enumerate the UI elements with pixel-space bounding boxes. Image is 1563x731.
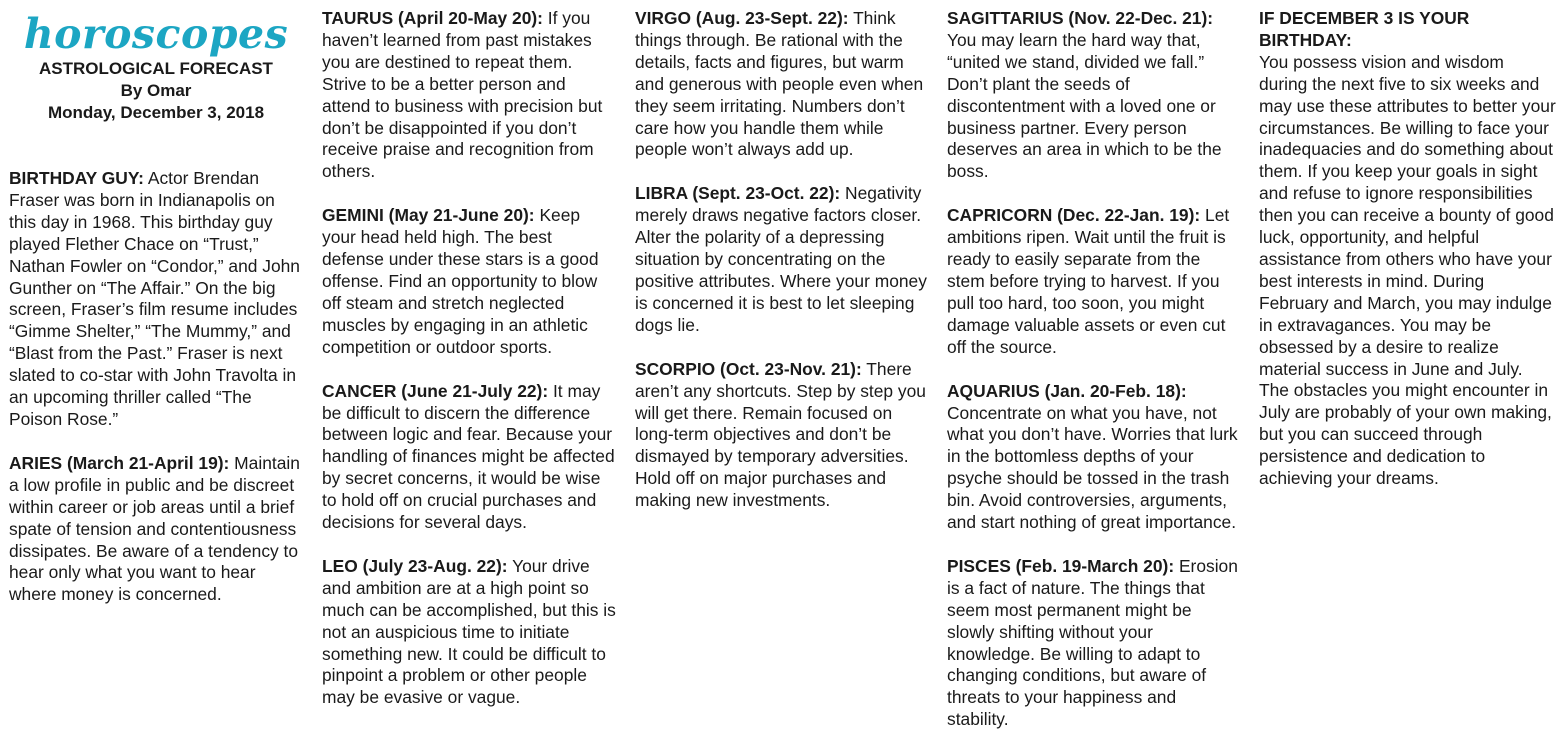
birthday-guy-heading: BIRTHDAY GUY: (9, 168, 144, 188)
birthday-guy-text: Actor Brendan Fraser was born in Indianapolis on this day in 1968. This birthday guy played Flether Chace on “Trust,” Nathan Fowler on “Condor,” and John Gunther on “The Affair.” On the big screen, Fraser’s film resume includes “Gimme Shelter,” “The Mummy,” and “Blast from the Past.” Fraser is next slated to co-star with John Travolta in an upcoming thriller called “The Poison Rose.” (9, 168, 300, 429)
sagittarius-entry (947, 8, 1241, 183)
cancer-heading: CANCER (June 21-July 22): (322, 380, 549, 401)
gemini-text: Keep your head held high. The best defense under these stars is a good offense. Find an opportunity to blow off steam and stretch neglected muscles by engaging in an athletic competition or outdoor sports. (322, 205, 599, 357)
brand-title: horoscopes (23, 10, 289, 58)
taurus-text: If you haven’t learned from past mistakes you are destined to repeat them. Strive to be a better person and attend to business with precision but don’t be disappointed if you don’t receive praise and recognition from others. (322, 8, 603, 182)
libra-heading: LIBRA (Sept. 23-Oct. 22): (635, 183, 841, 204)
taurus-heading: TAURUS (April 20-May 20): (322, 8, 543, 28)
leo-entry (322, 556, 616, 709)
gemini-entry (322, 205, 616, 358)
scorpio-text: There aren’t any shortcuts. Step by step you will get there. Remain focused on long-term objectives and don’t be dismayed by temporary adversities. Hold off on major purchases and making new investments. (635, 358, 926, 511)
virgo-heading: VIRGO (Aug. 23-Sept. 22): (635, 8, 849, 28)
libra-entry (635, 183, 929, 336)
scorpio-heading: SCORPIO (Oct. 23-Nov. 21): (635, 358, 862, 379)
column-5 (1259, 8, 1557, 652)
column-2 (322, 8, 616, 708)
birthday-guy-entry (9, 168, 305, 431)
virgo-text: Think things through. Be rational with the details, facts and figures, but warm and generous with people even when they seem irritating. Numbers don’t care how you handle them while people won’t always add up. (635, 8, 924, 160)
aquarius-entry (947, 381, 1241, 534)
aries-heading: ARIES (March 21-April 19): (9, 452, 230, 473)
pisces-heading: PISCES (Feb. 19-March 20): (947, 555, 1175, 576)
capricorn-text: Let ambitions ripen. Wait until the fruit is ready to easily separate from the stem before trying to harvest. If you pull too hard, too soon, you might damage valuable assets or even cut off the source. (947, 205, 1230, 357)
date: Monday, December 3, 2018 (47, 103, 265, 122)
pisces-text: Erosion is a fact of nature. The things that seem most permanent might be slowly shifting without your knowledge. Be willing to adapt to changing conditions, but aware of threats to your happiness and stability. (947, 555, 1238, 730)
column-3 (635, 8, 929, 652)
cancer-text: It may be difficult to discern the difference between logic and fear. Because your handling of finances might be affected by secret concerns, it would be wise to hold off on crucial purchases and decisions for several days. (322, 380, 615, 533)
aquarius-text: Concentrate on what you have, not what you don’t have. Worries that lurk in the bottomless depths of your psyche should be tossed in the trash bin. Avoid controversies, arguments, and start nothing of great importance. (947, 402, 1238, 533)
sagittarius-heading: SAGITTARIUS (Nov. 22-Dec. 21): (947, 8, 1214, 28)
leo-heading: LEO (July 23-Aug. 22): (322, 555, 508, 576)
cancer-entry (322, 381, 616, 534)
column-1 (9, 168, 305, 644)
virgo-entry (635, 8, 929, 161)
leo-text: Your drive and ambition are at a high point so much can be accomplished, but this is not an auspicious time to initiate something new. It could be difficult to pinpoint a problem or other people may be evasive or vague. (322, 555, 616, 708)
aquarius-heading: AQUARIUS (Jan. 20-Feb. 18): (947, 380, 1187, 401)
birthday-forecast-entry (1259, 8, 1557, 490)
byline: By Omar (120, 81, 192, 100)
gemini-heading: GEMINI (May 21-June 20): (322, 205, 535, 226)
capricorn-entry (947, 205, 1241, 358)
aries-entry (9, 453, 305, 606)
birthday-forecast-text: You possess vision and wisdom during the next five to six weeks and may use these attributes to better your circumstances. Be willing to face your inadequacies and do something about them. If you keep your goals in sight and refuse to ignore responsibilities then you can receive a bounty of good luck, opportunity, and helpful assistance from others who have your best interests in mind. During February and March, you may indulge in extravagances. You may be obsessed by a desire to realize material success in June and July. The obstacles you might encounter in July are probably of your own making, but you can succeed through persistence and dedication to achieving your dreams. (1259, 51, 1556, 489)
column-4 (947, 8, 1241, 730)
aries-text: Maintain a low profile in public and be discreet within career or job areas until a brief spate of tension and contentiousness dissipates. Be aware of a tendency to hear only what you want to hear where money is concerned. (9, 452, 300, 605)
libra-text: Negativity merely draws negative factors closer. Alter the polarity of a depressing situation by concentrating on the positive attributes. Where your money is concerned it is best to let sleeping dogs lie. (635, 183, 927, 335)
sagittarius-text: You may learn the hard way that, “united we stand, divided we fall.” Don’t plant the seeds of discontentment with a loved one or business partner. Every person deserves an area in which to be the boss. (947, 29, 1222, 182)
masthead (8, 0, 304, 124)
scorpio-entry (635, 359, 929, 512)
taurus-entry (322, 8, 616, 183)
subtitle: ASTROLOGICAL FORECAST (39, 59, 273, 78)
birthday-forecast-heading: IF DECEMBER 3 IS YOUR BIRTHDAY: (1259, 8, 1470, 50)
capricorn-heading: CAPRICORN (Dec. 22-Jan. 19): (947, 205, 1201, 226)
pisces-entry (947, 556, 1241, 731)
